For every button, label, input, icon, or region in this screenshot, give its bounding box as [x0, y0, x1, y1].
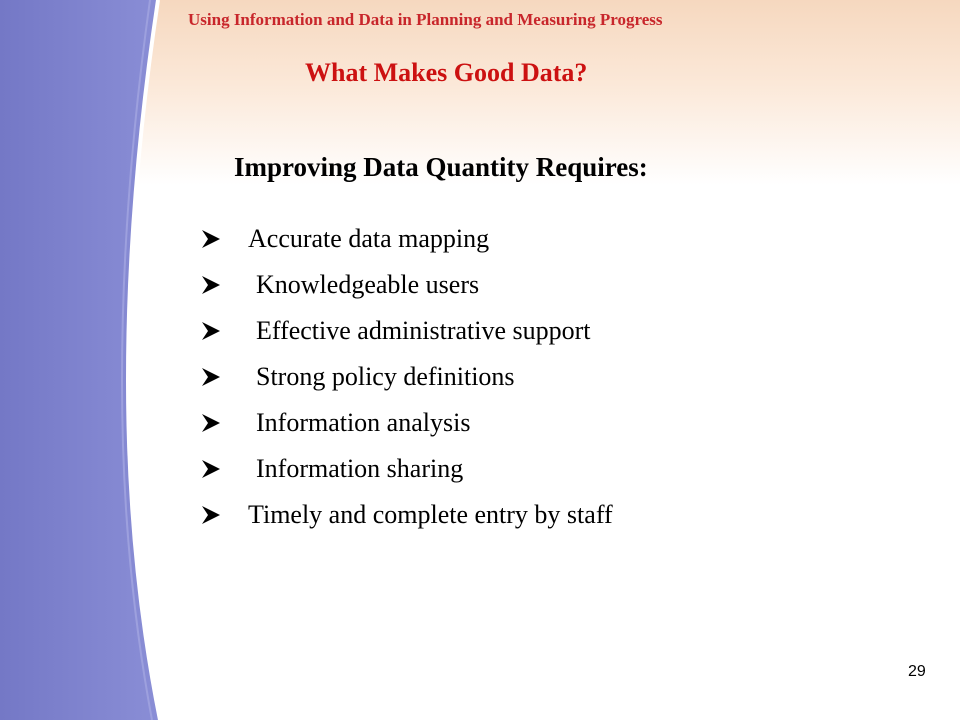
presentation-header: Using Information and Data in Planning and Measuring Progress	[188, 10, 663, 29]
slide-title: What Makes Good Data?	[305, 58, 588, 87]
bullet-list	[200, 216, 613, 538]
bullet-text: Information analysis	[256, 408, 471, 437]
bullet-item	[200, 262, 613, 308]
bullet-item	[200, 492, 613, 538]
bullet-item	[200, 400, 613, 446]
arrowhead-bullet-icon	[200, 321, 222, 341]
arrowhead-bullet-icon	[200, 229, 222, 249]
arrowhead-bullet-icon	[200, 459, 222, 479]
bullet-text: Information sharing	[256, 454, 464, 483]
slide-subtitle: Improving Data Quantity Requires:	[234, 152, 648, 182]
bullet-text: Strong policy definitions	[256, 362, 515, 391]
arrowhead-bullet-icon	[200, 413, 222, 433]
arrowhead-bullet-icon	[200, 367, 222, 387]
bullet-text: Accurate data mapping	[248, 224, 490, 253]
bullet-item	[200, 446, 613, 492]
bullet-item	[200, 308, 613, 354]
bullet-text: Knowledgeable users	[256, 270, 480, 299]
page-number: 29	[908, 663, 926, 680]
arrowhead-bullet-icon	[200, 505, 222, 525]
bullet-text: Effective administrative support	[256, 316, 591, 345]
side-decoration-panel	[0, 0, 160, 720]
bullet-text: Timely and complete entry by staff	[248, 500, 613, 529]
arrowhead-bullet-icon	[200, 275, 222, 295]
bullet-item	[200, 354, 613, 400]
bullet-item	[200, 216, 613, 262]
